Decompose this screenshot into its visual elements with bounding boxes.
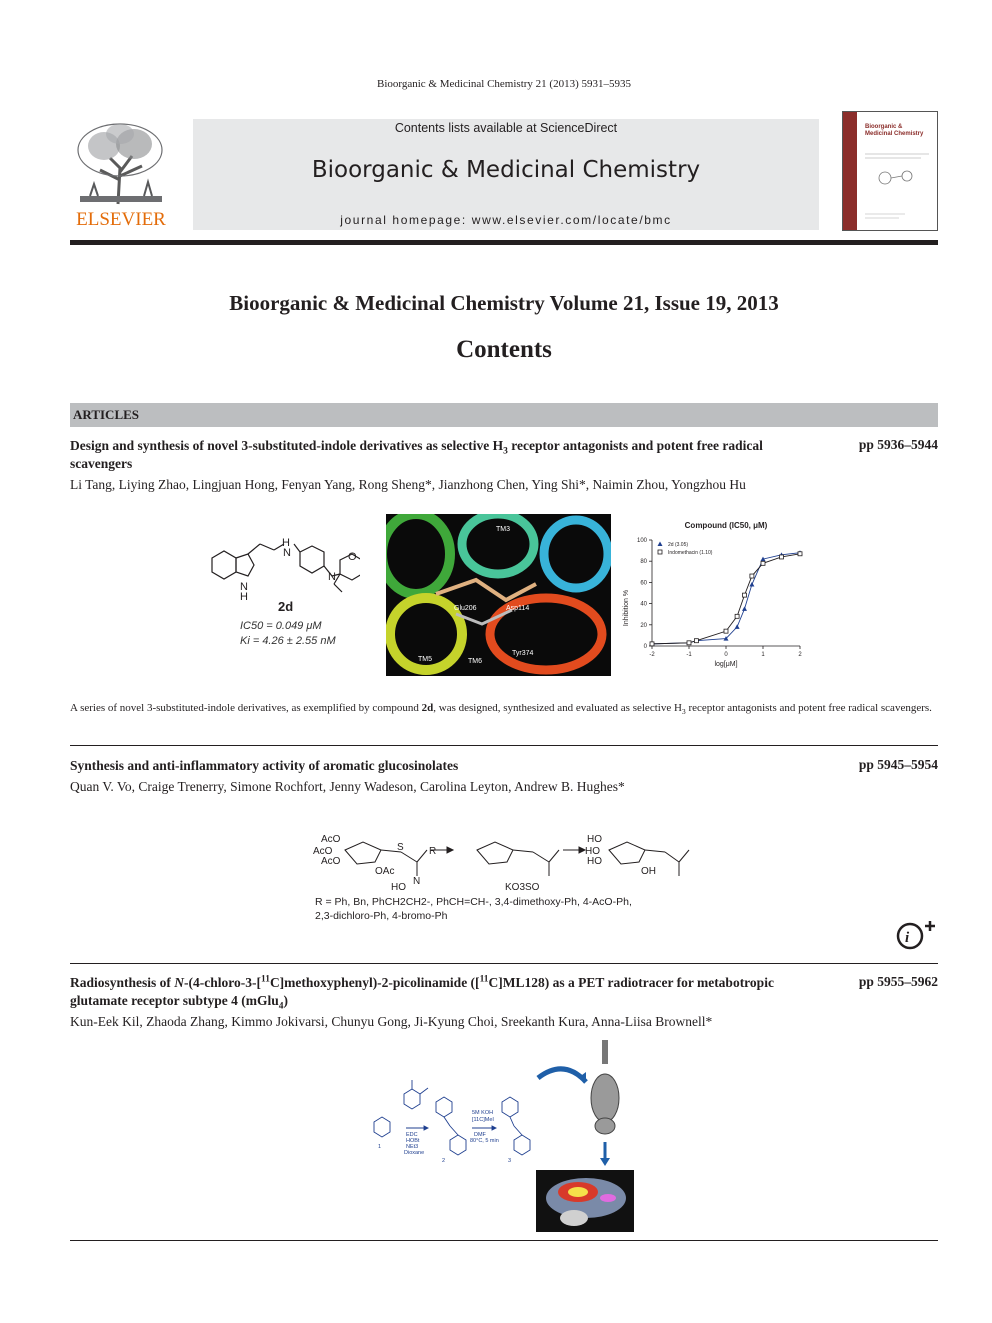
chart-legend-label: Indomethacin (1.10) — [668, 550, 713, 556]
article-1-pages: pp 5936–5944 — [858, 437, 938, 452]
chart-point-square — [780, 555, 784, 559]
info-plus-icon[interactable] — [896, 920, 938, 950]
inhibition-chart — [620, 518, 810, 670]
chart-point-triangle — [742, 606, 747, 611]
article-1-authors: Li Tang, Liying Zhao, Lingjuan Hong, Fenyan Yang, Rong Sheng*, Jianzhong Chen, Ying Shi*, Naimin Zhou, Yongzhou Hu — [70, 477, 746, 492]
article-3-title[interactable]: Radiosynthesis of N-(4-chloro-3-[$^{11}$C]methoxyphenyl)-2-picolinamide ([$^{11}$C]ML128) as a PET radiotracer for metabotropic glutamate receptor subtype 4 (mGlu$_4$) — [70, 974, 774, 1012]
pet-rat-icon — [534, 1038, 636, 1234]
chart-y-tick-label: 0 — [643, 644, 647, 650]
chart-y-tick-label: 60 — [640, 580, 647, 587]
protein-label-tm3: TM3 — [496, 526, 510, 533]
article-separator — [70, 1240, 938, 1241]
svg-text:AcO: AcO — [321, 834, 341, 845]
svg-text:HOBt: HOBt — [406, 1138, 420, 1144]
compound-label: 2d — [278, 599, 294, 614]
journal-banner — [193, 119, 819, 230]
svg-text:HO: HO — [391, 882, 406, 893]
article-separator — [70, 963, 938, 964]
svg-text:OH: OH — [641, 866, 656, 877]
svg-text:DMF: DMF — [474, 1132, 486, 1138]
scheme-r-groups-line2: 2,3-dichloro-Ph, 4-bromo-Ph — [315, 910, 448, 922]
svg-text:S: S — [397, 842, 404, 853]
elsevier-logo — [70, 120, 172, 232]
header-rule — [70, 240, 938, 245]
protein-helix-icon — [386, 514, 611, 676]
chart-point-square — [687, 641, 691, 645]
section-bar-articles — [70, 403, 938, 427]
protein-label-tm5: TM5 — [418, 656, 432, 663]
chart-point-square — [798, 552, 802, 556]
svg-text:N: N — [328, 571, 336, 583]
interactive-plus-icon — [896, 920, 938, 950]
svg-text:EDC: EDC — [406, 1132, 418, 1138]
journal-citation: Bioorganic & Medicinal Chemistry 21 (2013) 5931–5935 — [377, 78, 631, 90]
chart-point-square — [735, 614, 739, 618]
svg-text:N: N — [283, 547, 291, 559]
svg-text:i: i — [905, 930, 910, 946]
article-1-abstract: A series of novel 3-substituted-indole derivatives, as exemplified by compound 2d, was designed, synthesized and evaluated as selective $H_3$ receptor antagonists and potent free radical scavengers. — [70, 702, 932, 717]
protein-label-asp114: Asp114 — [506, 605, 530, 612]
chart-point-triangle — [749, 582, 754, 587]
svg-text:NEt3: NEt3 — [406, 1144, 419, 1150]
chart-x-tick-label: 1 — [761, 652, 765, 658]
glucosinolate-scheme-icon — [305, 824, 705, 898]
svg-text:Dioxane: Dioxane — [404, 1150, 425, 1156]
chart-point-triangle — [735, 624, 740, 629]
svg-text:80°C, 5 min: 80°C, 5 min — [470, 1138, 499, 1144]
svg-text:[11C]MeI: [11C]MeI — [472, 1117, 494, 1123]
cover-stripe — [843, 112, 857, 230]
protein-label-glu206: Glu206 — [454, 605, 477, 612]
indole-structure-icon — [200, 522, 360, 652]
radiosynthesis-scheme-icon — [366, 1066, 556, 1166]
ic50-label: IC50 = 0.049 μM — [240, 620, 322, 632]
svg-text:HO: HO — [587, 834, 602, 845]
article-separator — [70, 745, 938, 746]
article-1-protein-graphic — [386, 514, 611, 676]
protein-label-tm6: TM6 — [468, 658, 482, 665]
protein-label-tyr374: Tyr374 — [512, 650, 534, 657]
chart-x-tick-label: 0 — [724, 652, 728, 658]
svg-text:HO: HO — [585, 846, 600, 857]
article-3-authors: Kun-Eek Kil, Zhaoda Zhang, Kimmo Jokivarsi, Chunyu Gong, Ji-Kyung Choi, Sreekanth Kura, Anna-Liisa Brownell* — [70, 1014, 713, 1029]
section-label: ARTICLES — [73, 407, 140, 422]
svg-text:2: 2 — [442, 1158, 446, 1164]
article-1-structure — [200, 522, 360, 652]
ki-label: Ki = 4.26 ± 2.55 nM — [240, 635, 336, 647]
chart-legend-label: 2d (3.05) — [668, 542, 689, 548]
svg-text:1: 1 — [378, 1144, 382, 1150]
contents-heading: Contents — [456, 336, 552, 363]
chart-ylabel: Inhibition % — [623, 589, 630, 627]
availability-text[interactable]: Contents lists available at ScienceDirect — [394, 121, 618, 135]
chart-point-square — [750, 574, 754, 578]
svg-text:AcO: AcO — [321, 856, 341, 867]
article-2-title[interactable]: Synthesis and anti-inflammatory activity of aromatic glucosinolates — [70, 758, 459, 773]
svg-text:KO3SO: KO3SO — [505, 882, 540, 893]
article-2-scheme — [305, 824, 705, 924]
chart-x-tick-label: -2 — [649, 652, 655, 658]
article-3-pet-graphic — [534, 1038, 636, 1234]
svg-text:R: R — [429, 846, 437, 857]
svg-text:H: H — [282, 537, 290, 549]
svg-text:O: O — [348, 551, 357, 563]
chart-point-square — [761, 561, 765, 565]
chart-y-tick-label: 100 — [636, 538, 647, 544]
chart-point-square — [650, 642, 654, 646]
article-3-scheme — [366, 1066, 556, 1166]
chart-title: Compound (IC50, μM) — [684, 521, 768, 530]
chart-point-square — [724, 629, 728, 633]
chart-point-square — [743, 593, 747, 597]
svg-text:3: 3 — [508, 1158, 512, 1164]
article-1-title[interactable]: Design and synthesis of novel 3-substituted-indole derivatives as selective $H_3$ receptor antagonists and potent free radical scavengers — [70, 438, 763, 471]
chart-y-tick-label: 80 — [640, 559, 647, 566]
journal-name: Bioorganic & Medicinal Chemistry — [311, 157, 701, 183]
chart-x-tick-label: 2 — [798, 652, 802, 658]
chart-point-square — [694, 639, 698, 643]
svg-text:H: H — [240, 591, 248, 603]
chart-legend-marker — [658, 542, 663, 547]
svg-text:5M KOH: 5M KOH — [472, 1110, 494, 1116]
volume-title: Bioorganic & Medicinal Chemistry Volume 21, Issue 19, 2013 — [229, 291, 779, 315]
svg-text:N: N — [413, 876, 421, 887]
article-3-pages: pp 5955–5962 — [858, 974, 938, 989]
publisher-name: ELSEVIER — [76, 209, 166, 230]
article-2-pages: pp 5945–5954 — [858, 757, 938, 772]
svg-text:N: N — [240, 581, 248, 593]
chart-x-tick-label: -1 — [686, 652, 692, 658]
chart-xlabel: log[μM] — [714, 661, 738, 668]
journal-homepage-link[interactable]: journal homepage: www.elsevier.com/locate/bmc — [340, 213, 672, 227]
article-2-authors: Quan V. Vo, Craige Trenerry, Simone Rochfort, Jenny Wadeson, Carolina Leyton, Andrew B. Hughes* — [70, 779, 625, 794]
chart-legend-marker — [658, 550, 662, 554]
svg-text:HO: HO — [587, 856, 602, 867]
scheme-r-groups-line1: R = Ph, Bn, PhCH2CH2-, PhCH=CH-, 3,4-dimethoxy-Ph, 4-AcO-Ph, — [315, 896, 632, 908]
chart-y-tick-label: 40 — [640, 601, 647, 608]
svg-text:OAc: OAc — [375, 866, 395, 877]
article-1-chart — [620, 518, 810, 670]
svg-text:AcO: AcO — [313, 846, 333, 857]
cover-art-icon — [865, 152, 931, 222]
chart-y-tick-label: 20 — [640, 622, 647, 629]
cover-title: Bioorganic & Medicinal Chemistry — [865, 124, 924, 137]
journal-cover-thumbnail[interactable] — [842, 111, 938, 231]
